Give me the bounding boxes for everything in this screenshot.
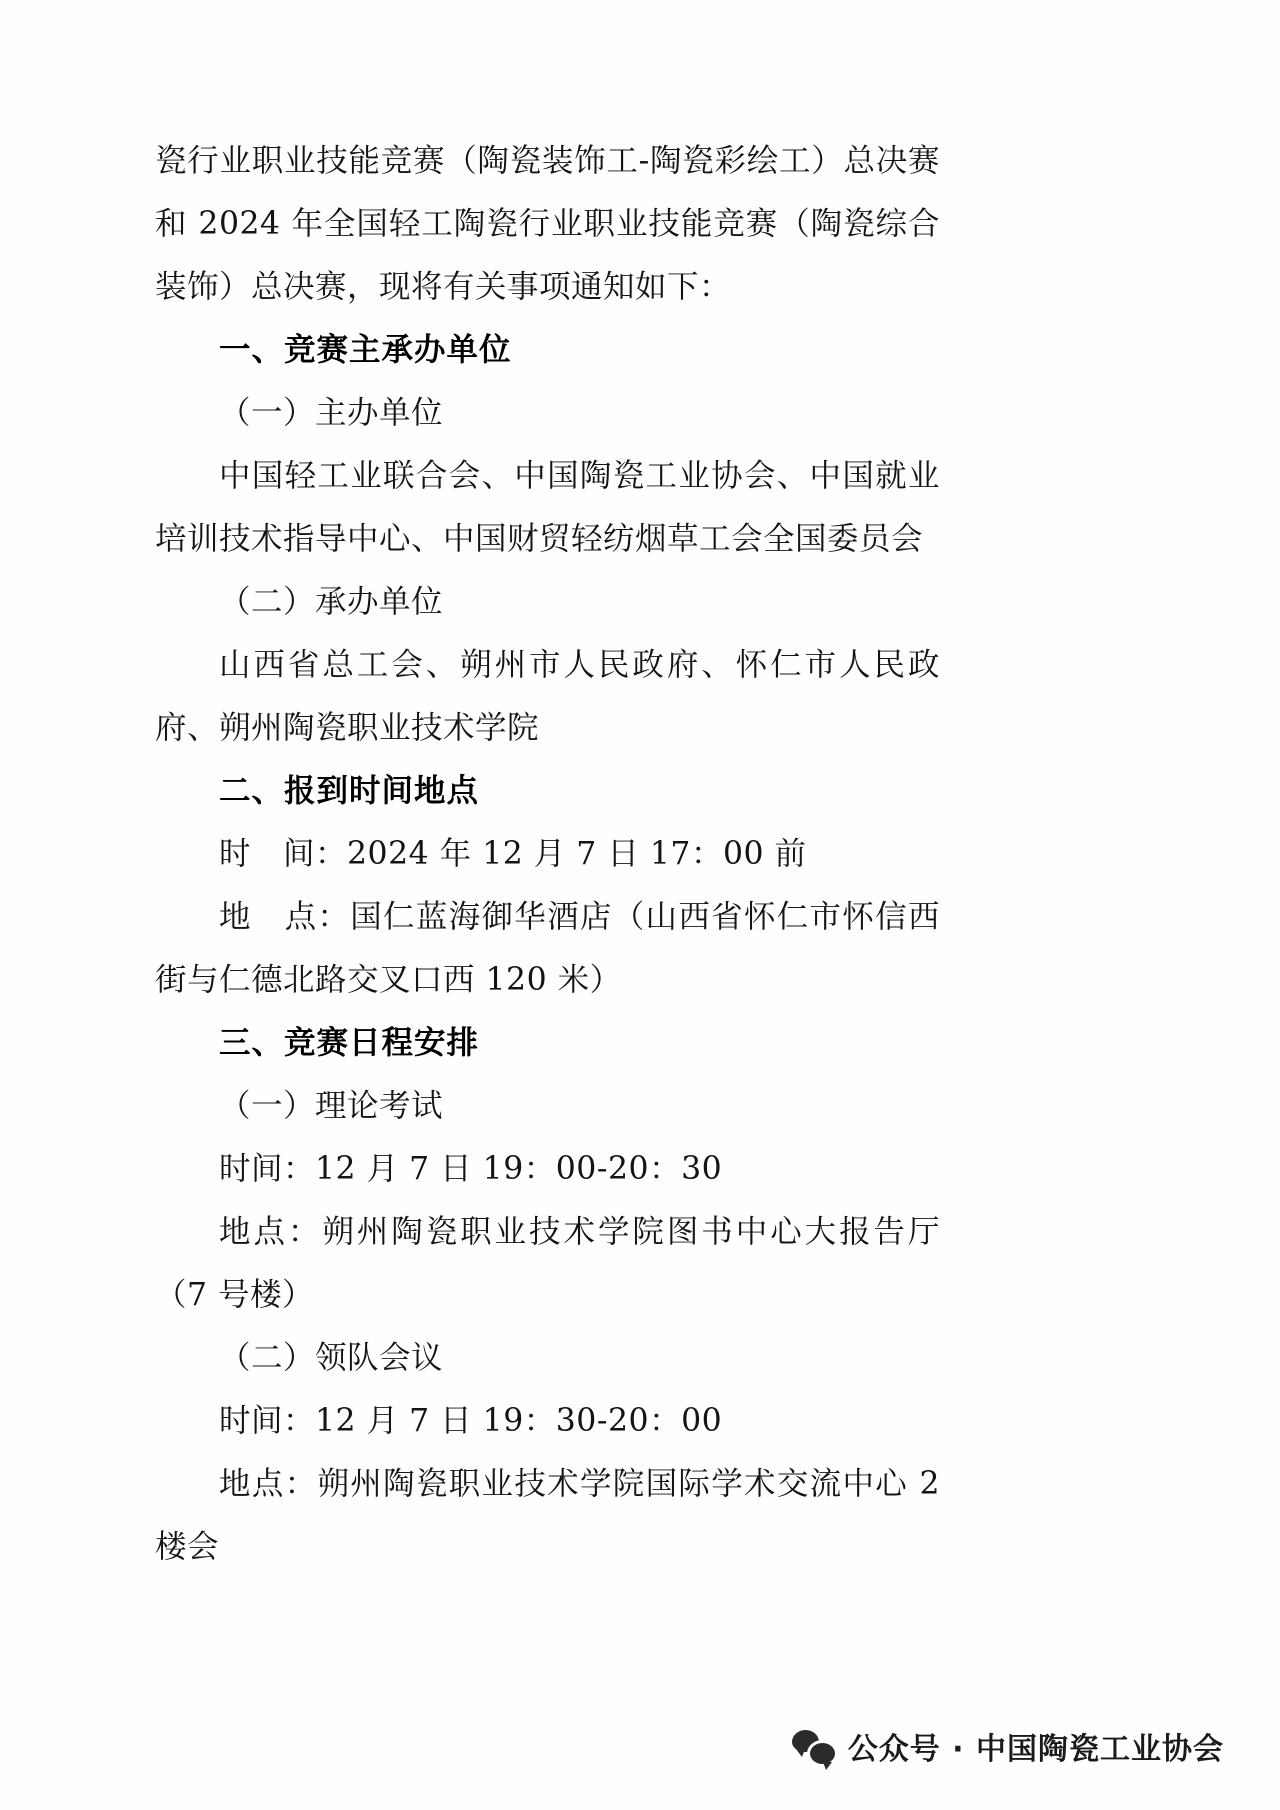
paragraph-report-time: 时 间：2024 年 12 月 7 日 17：00 前: [219, 836, 807, 872]
subsection-heading-3-1: （一）理论考试: [219, 1088, 444, 1124]
wechat-icon: [792, 1728, 834, 1764]
paragraph-theory-exam-place: 地点：朔州陶瓷职业技术学院图书中心大报告厅（7 号楼）: [155, 1214, 940, 1313]
page-footer: [0, 1724, 1280, 1768]
footer-watermark: [792, 1724, 1224, 1768]
paragraph-theory-exam-time: 时间：12 月 7 日 19：00-20：30: [219, 1151, 723, 1187]
paragraph-leader-meeting-time: 时间：12 月 7 日 19：30-20：00: [219, 1403, 723, 1439]
subsection-heading-1-2: （二）承办单位: [219, 584, 444, 620]
document-body: [155, 130, 940, 1579]
section-heading-3: 三、竞赛日程安排: [219, 1025, 480, 1061]
paragraph-intro: 瓷行业职业技能竞赛（陶瓷装饰工-陶瓷彩绘工）总决赛和 2024 年全国轻工陶瓷行业职业技能竞赛（陶瓷综合装饰）总决赛，现将有关事项通知如下：: [155, 143, 940, 305]
section-heading-1: 一、竞赛主承办单位: [219, 332, 512, 368]
paragraph-report-place: 地 点：国仁蓝海御华酒店（山西省怀仁市怀信西街与仁德北路交叉口西 120 米）: [155, 899, 940, 998]
paragraph-leader-meeting-place: 地点：朔州陶瓷职业技术学院国际学术交流中心 2 楼会: [155, 1466, 940, 1565]
footer-account-name: 公众号 · 中国陶瓷工业协会: [847, 1732, 1224, 1767]
paragraph-co-organizers: 山西省总工会、朔州市人民政府、怀仁市人民政府、朔州陶瓷职业技术学院: [155, 647, 940, 746]
subsection-heading-1-1: （一）主办单位: [219, 395, 444, 431]
subsection-heading-3-2: （二）领队会议: [219, 1340, 444, 1376]
section-heading-2: 二、报到时间地点: [219, 773, 480, 809]
paragraph-organizers: 中国轻工业联合会、中国陶瓷工业协会、中国就业培训技术指导中心、中国财贸轻纺烟草工会全国委员会: [155, 458, 940, 557]
